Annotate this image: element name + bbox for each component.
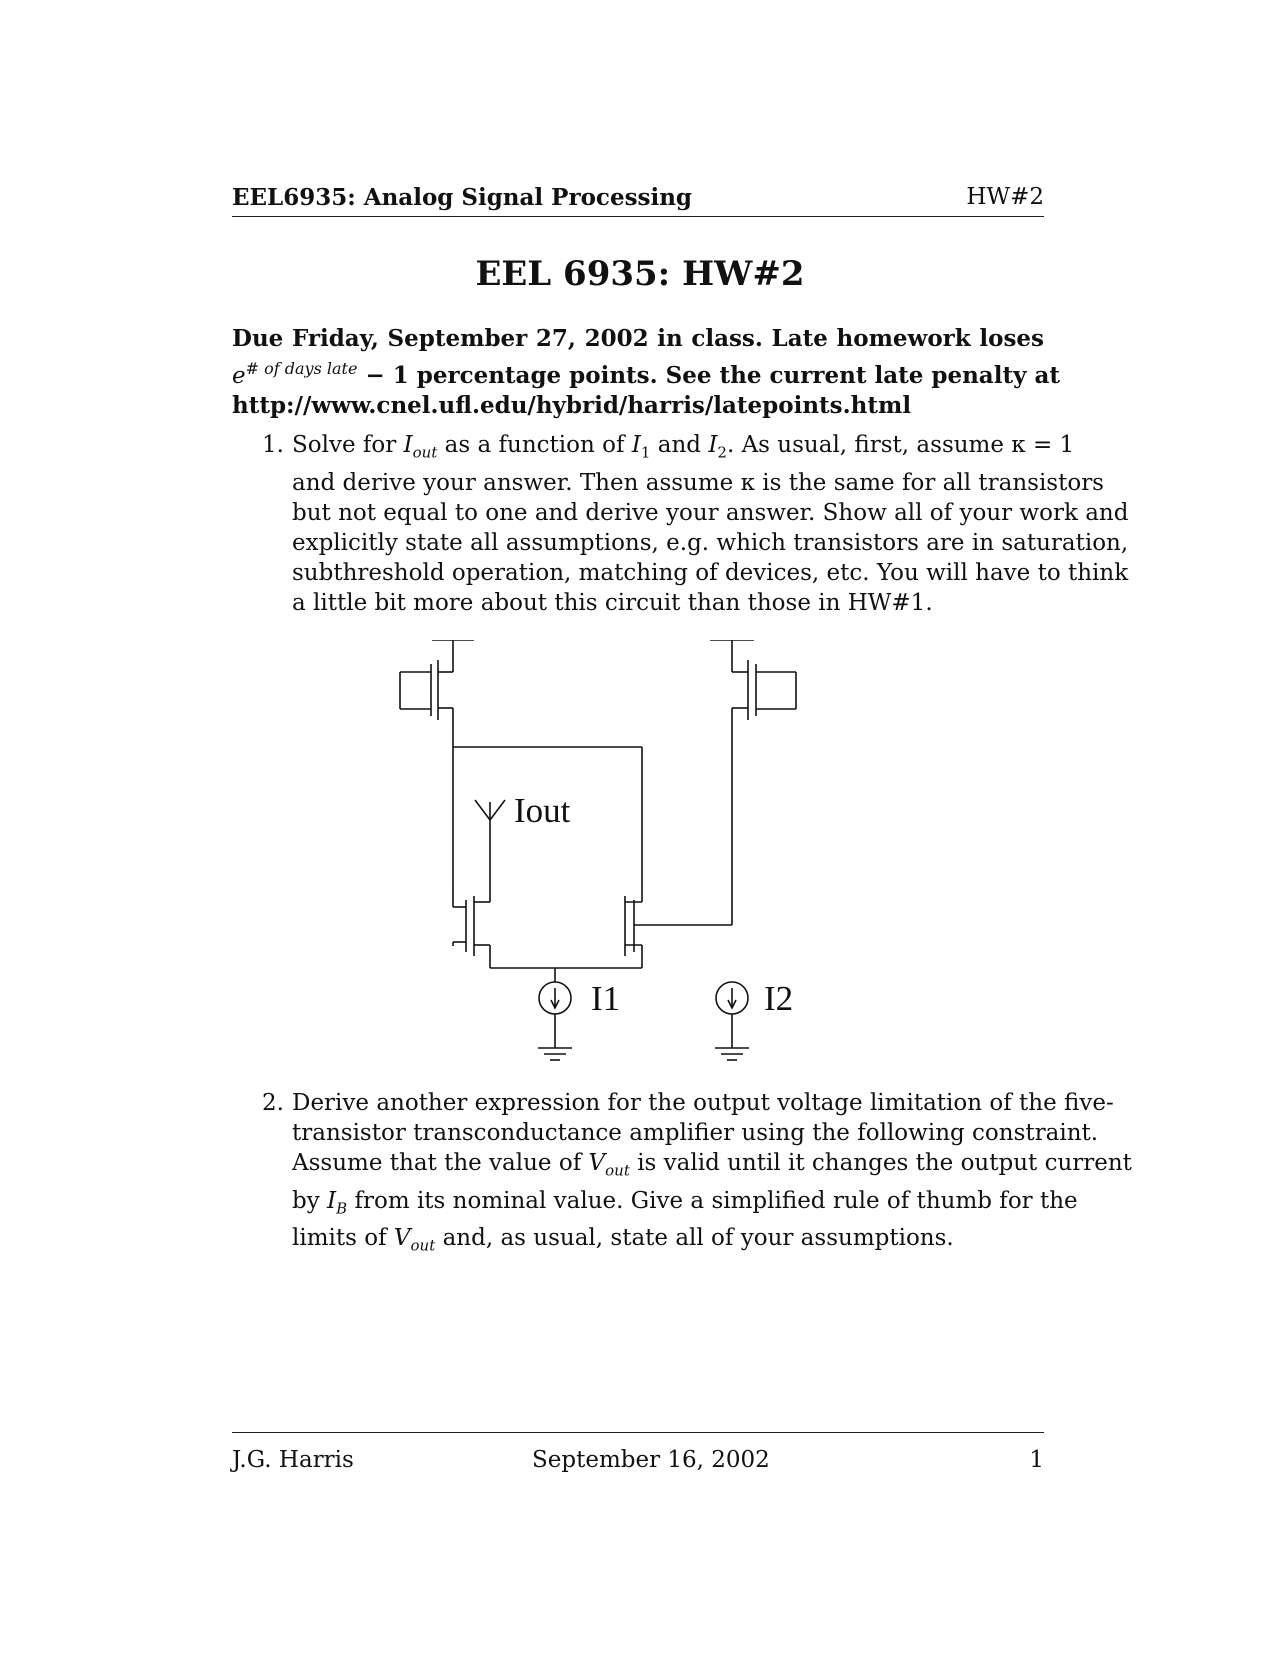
sub-b: B: [336, 1199, 348, 1218]
i1-label: I1: [591, 979, 621, 1018]
text-run: from its nominal value. Give a simplified rule of thumb for the: [347, 1187, 1078, 1214]
sub-out: out: [605, 1161, 630, 1180]
page-footer: [232, 1432, 1044, 1473]
problem-1: [262, 430, 1129, 618]
current-source-i1-icon: [539, 982, 571, 1048]
var-i: I: [708, 432, 718, 458]
problem-1-line-2: and derive your answer. Then assume κ is the same for all transistors: [292, 469, 1104, 496]
sub-one: 1: [640, 443, 651, 462]
var-i: I: [631, 432, 641, 458]
late-penalty-url[interactable]: http://www.cnel.ufl.edu/hybrid/harris/latepoints.html: [232, 392, 912, 419]
text-run: as a function of: [437, 432, 632, 458]
course-title: EEL6935: Analog Signal Processing: [232, 184, 693, 211]
nmos-diff-right: [625, 885, 674, 968]
page-number: 1: [1029, 1447, 1044, 1473]
due-line-1: Due Friday, September 27, 2002 in class. Late homework loses: [232, 325, 1044, 352]
problem-1-line-4: explicitly state all assumptions, e.g. which transistors are in saturation,: [292, 529, 1129, 556]
page-title: EEL 6935: HW#2: [475, 254, 805, 294]
text-run: and, as usual, state all of your assumptions.: [435, 1225, 954, 1252]
due-line-2-rest: − 1 percentage points. See the current late penalty at: [357, 362, 1060, 389]
ground-i2-icon: [715, 1048, 749, 1060]
due-line-2: [232, 354, 1060, 391]
pmos-left: [400, 640, 474, 730]
var-v: V: [588, 1150, 606, 1176]
problem-1-line-3: but not equal to one and derive your answer. Show all of your work and: [292, 499, 1129, 526]
iout-arrow-icon: [475, 800, 505, 862]
problem-2-line-5: [292, 1223, 1044, 1261]
problem-2-line-1: Derive another expression for the output voltage limitation of the five-: [292, 1090, 1114, 1116]
ground-i1-icon: [538, 1048, 572, 1060]
late-exponent: # of days late: [245, 359, 358, 378]
pmos-right: [710, 640, 796, 730]
problem-2: [262, 1088, 1132, 1261]
nmos-diff-left: [453, 862, 490, 968]
var-i: I: [327, 1187, 337, 1214]
iout-label: Iout: [514, 791, 571, 830]
problem-1-line-5: subthreshold operation, matching of devices, etc. You will have to think: [292, 559, 1129, 586]
problem-1-line-1: [292, 430, 1075, 468]
e-base: e: [232, 363, 246, 389]
sub-two: 2: [717, 443, 727, 462]
circuit-diagram: [380, 640, 900, 1110]
hw-label: HW#2: [966, 184, 1044, 210]
wiring: [453, 730, 732, 925]
i2-label: I2: [764, 979, 794, 1018]
running-header: [232, 180, 1044, 217]
text-run: Solve for: [292, 432, 404, 458]
problem-1-line-6: a little bit more about this circuit than those in HW#1.: [292, 589, 933, 616]
sub-out: out: [412, 443, 438, 462]
text-run: limits of: [292, 1225, 394, 1252]
footer-author: J.G. Harris: [232, 1447, 354, 1473]
text-run: by: [292, 1187, 328, 1214]
footer-date: September 16, 2002: [532, 1447, 770, 1473]
sub-out: out: [410, 1236, 436, 1255]
problem-2-line-2: transistor transconductance amplifier using the following constraint.: [292, 1120, 1099, 1146]
problem-2-line-3: [292, 1148, 1132, 1186]
problem-2-number: 2.: [262, 1090, 284, 1116]
text-run: . As usual, first, assume κ = 1: [726, 432, 1075, 458]
problem-1-number: 1.: [262, 432, 284, 458]
due-notice: [232, 324, 1060, 421]
problem-2-line-4: [292, 1186, 1078, 1224]
var-i: I: [403, 432, 413, 458]
text-run: and: [650, 432, 709, 458]
var-v: V: [393, 1225, 411, 1252]
current-source-i2-icon: [716, 982, 748, 1048]
text-run: is valid until it changes the output current: [629, 1150, 1132, 1176]
text-run: Assume that the value of: [292, 1150, 589, 1176]
